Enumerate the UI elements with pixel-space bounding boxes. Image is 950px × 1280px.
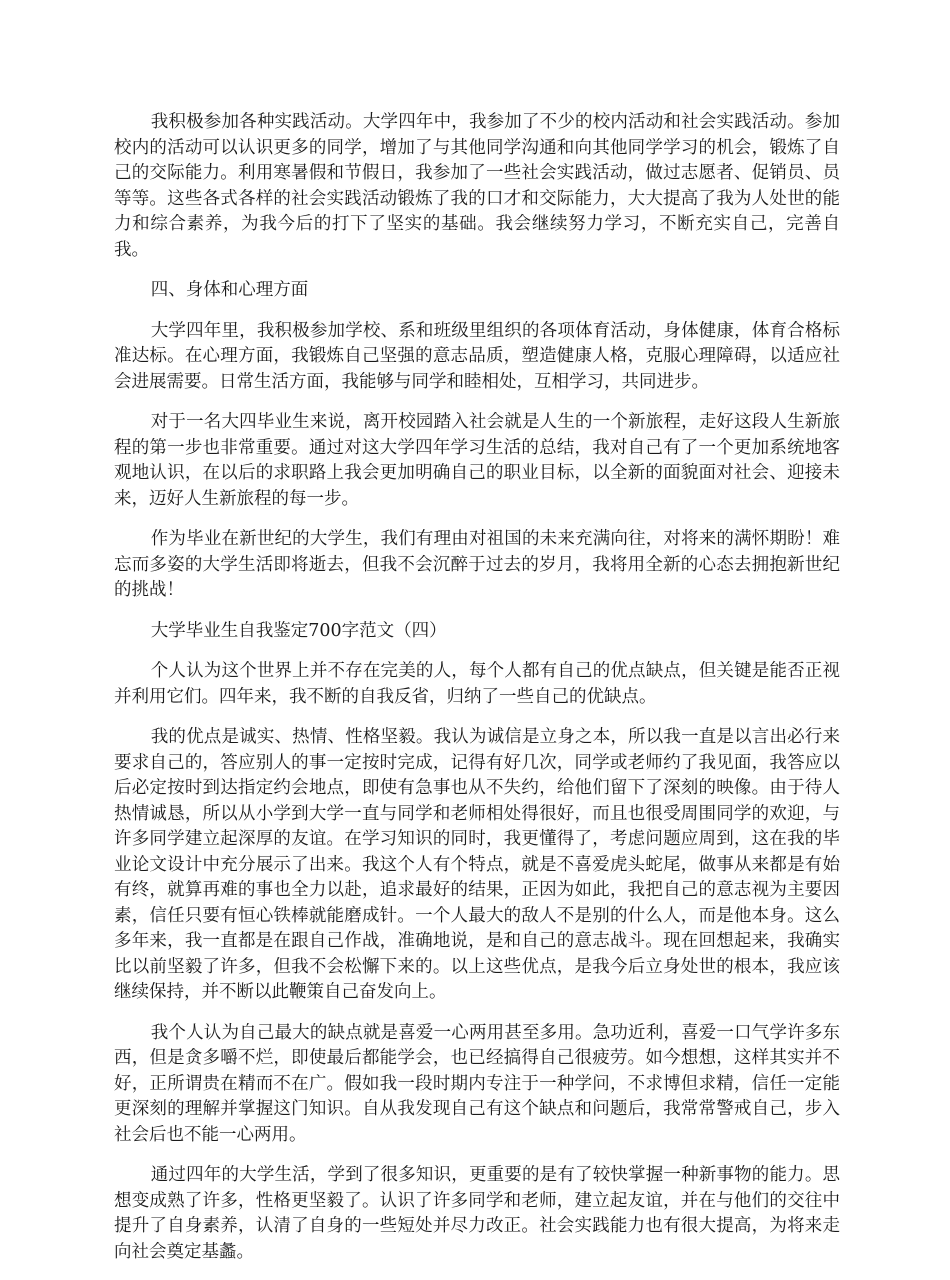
paragraph-practice-activities: 我积极参加各种实践活动。大学四年中，我参加了不少的校内活动和社会实践活动。参加校内的活动可以认识更多的同学，增加了与其他同学沟通和向其他同学学习的机会，锻炼了自己的交际能力。利用寒暑假和节假日，我参加了一些社会实践活动，做过志愿者、促销员、员等等。这些各式各样的社会实践活动锻炼了我的口才和交际能力，大大提高了我为人处世的能力和综合素养，为我今后的打下了坚实的基础。我会继续努力学习，不断充实自己，完善自我。 <box>114 112 840 260</box>
essay-title-four: 大学毕业生自我鉴定700字范文（四） <box>150 620 447 641</box>
section-heading-body-and-mind: 四、身体和心理方面 <box>150 280 309 300</box>
paragraph-weaknesses: 我个人认为自己最大的缺点就是喜爱一心两用甚至多用。急功近利，喜爱一口气学许多东西，但是贪多嚼不烂，即使最后都能学会，也已经搞得自己很疲劳。如今想想，这样其实并不好，正所谓贵在精而不在广。假如我一段时期内专注于一种学问，不求博但求精，信任一定能更深刻的理解并掌握这门知识。自从我发现自己有这个缺点和问题后，我常常警戒自己，步入社会后也不能一心两用。 <box>114 1022 840 1145</box>
paragraph-strengths: 我的优点是诚实、热情、性格坚毅。我认为诚信是立身之本，所以我一直是以言出必行来要求自己的，答应别人的事一定按时完成，记得有好几次，同学或老师约了我见面，我答应以后必定按时到达指定约会地点，即使有急事也从不失约，给他们留下了深刻的映像。由于待人热情诚恳，所以从小学到大学一直与同学和老师相处得很好，而且也很受周围同学的欢迎，与许多同学建立起深厚的友谊。在学习知识的同时，我更懂得了，考虑问题应周到，这在我的毕业论文设计中充分展示了出来。我这个人有个特点，就是不喜爱虎头蛇尾，做事从来都是有始有终，就算再难的事也全力以赴，追求最好的结果，正因为如此，我把自己的意志视为主要因素，信任只要有恒心铁棒就能磨成针。一个人最大的敌人不是别的什么人，而是他本身。这么多年来，我一直都是在跟自己作战，准确地说，是和自己的意志战斗。现在回想起来，我确实比以前坚毅了许多，但我不会松懈下来的。以上这些优点，是我今后立身处世的根本，我应该继续保持，并不断以此鞭策自己奋发向上。 <box>114 727 840 1002</box>
paragraph-new-journey: 对于一名大四毕业生来说，离开校园踏入社会就是人生的一个新旅程，走好这段人生新旅程的第一步也非常重要。通过对这大学四年学习生活的总结，我对自己有了一个更加系统地客观地认识，在以后的求职路上我会更加明确自己的职业目标，以全新的面貌面对社会、迎接未来，迈好人生新旅程的每一步。 <box>114 412 840 509</box>
document-body <box>114 110 840 1280</box>
paragraph-strengths-weaknesses-intro: 个人认为这个世界上并不存在完美的人，每个人都有自己的优点缺点，但关键是能否正视并利用它们。四年来，我不断的自我反省，归纳了一些自己的优缺点。 <box>114 661 840 707</box>
paragraph-new-century: 作为毕业在新世纪的大学生，我们有理由对祖国的未来充满向往，对将来的满怀期盼！难忘而多姿的大学生活即将逝去，但我不会沉醉于过去的岁月，我将用全新的心态去拥抱新世纪的挑战！ <box>114 529 840 600</box>
paragraph-sports-and-psychology: 大学四年里，我积极参加学校、系和班级里组织的各项体育活动，身体健康，体育合格标准达标。在心理方面，我锻炼自己坚强的意志品质，塑造健康人格，克服心理障碍，以适应社会进展需要。日常生活方面，我能够与同学和睦相处，互相学习，共同进步。 <box>114 320 840 392</box>
paragraph-conclusion: 通过四年的大学生活，学到了很多知识，更重要的是有了较快掌握一种新事物的能力。思想变成熟了许多，性格更坚毅了。认识了许多同学和老师，建立起友谊，并在与他们的交往中提升了自身素养，认清了自身的一些短处并尽力改正。社会实践能力也有很大提高，为将来走向社会奠定基蠡。 <box>114 1165 840 1262</box>
